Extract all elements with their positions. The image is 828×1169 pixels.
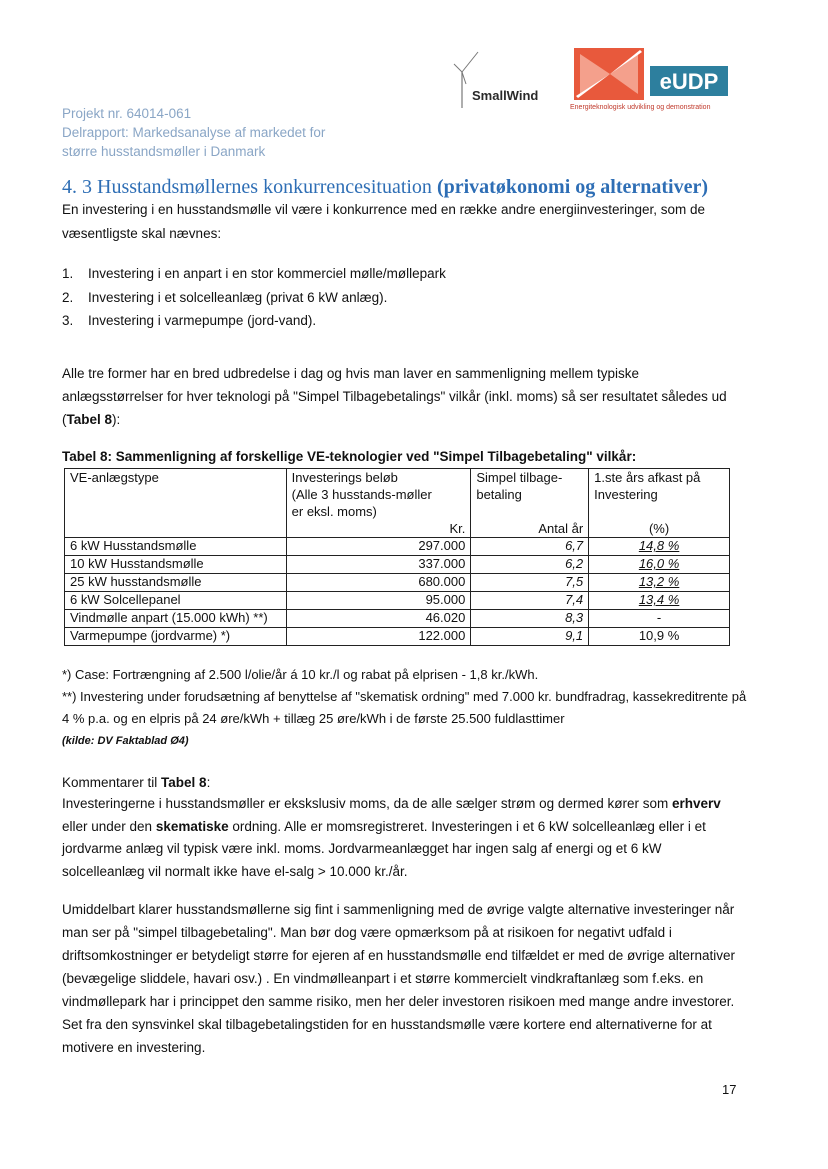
comments-heading xyxy=(62,771,742,795)
table-caption: Tabel 8: Sammenligning af forskellige VE-teknologier ved "Simpel Tilbagebetaling" vilkår: xyxy=(62,449,637,464)
header-yield: 1.ste års afkast på Investering (%) xyxy=(589,469,730,538)
eudp-subtitle: Energiteknologisk udvikling og demonstration xyxy=(570,104,711,111)
comparison-paragraph xyxy=(62,362,742,431)
table-row xyxy=(65,592,730,610)
source-citation: (kilde: DV Faktablad Ø4) xyxy=(62,735,189,747)
cell-type: Varmepumpe (jordvarme) *) xyxy=(65,628,287,646)
cell-payback: 9,1 xyxy=(471,628,589,646)
list-item xyxy=(62,262,446,286)
cell-payback: 6,7 xyxy=(471,538,589,556)
smallwind-logo-text: SmallWind xyxy=(472,88,539,103)
table-row xyxy=(65,628,730,646)
cell-investment: 337.000 xyxy=(286,556,471,574)
cell-yield: 14,8 % xyxy=(589,538,730,556)
header-investment: Investerings beløb (Alle 3 husstands-møller er eksl. moms) Kr. xyxy=(286,469,471,538)
intro-paragraph: En investering i en husstandsmølle vil være i konkurrence med en række andre energiinvesteringer, som de væsentligste skal nævnes: xyxy=(62,202,706,241)
cell-type: Vindmølle anpart (15.000 kWh) **) xyxy=(65,610,287,628)
table-reference: Tabel 8 xyxy=(66,412,113,427)
list-item-text: Investering i et solcelleanlæg (privat 6 kW anlæg). xyxy=(88,289,388,305)
section-title xyxy=(62,176,708,199)
bold-erhverv: erhverv xyxy=(671,796,721,811)
bold-skematiske: skematiske xyxy=(155,818,229,834)
report-title-line1: Delrapport: Markedsanalyse af markedet for xyxy=(62,125,326,140)
list-item-number: 1. xyxy=(62,266,74,281)
cell-payback: 7,5 xyxy=(471,574,589,592)
cell-investment: 122.000 xyxy=(286,628,471,646)
report-title-line2: større husstandsmøller i Danmark xyxy=(62,144,266,159)
cell-type: 6 kW Husstandsmølle xyxy=(65,538,287,556)
table-row xyxy=(65,574,730,592)
header-type: VE-anlægstype xyxy=(65,469,287,538)
cell-type: 6 kW Solcellepanel xyxy=(65,592,287,610)
header-payback: Simpel tilbage- betaling Antal år xyxy=(471,469,589,538)
list-item-number: 3. xyxy=(62,313,74,328)
cell-investment: 46.020 xyxy=(286,610,471,628)
table-row xyxy=(65,538,730,556)
cell-payback: 8,3 xyxy=(471,610,589,628)
cell-investment: 680.000 xyxy=(286,574,471,592)
list-item-number: 2. xyxy=(62,289,74,305)
vat-paragraph: Investeringerne i husstandsmøller er ekskslusiv moms, da de alle sælger strøm og dermed kører som erhverv eller under den skematiske ordning. Alle er momsregistreret. Investeringen i et 6 kW solcelleanlæg eller i et jordvarme anlæg vil typisk være inkl. moms. Jordvarmeanlægget har ingen salg af energi og et 6 kW solcelleanlæg vil normalt ikke have el-salg > 10.000 kr./år. xyxy=(62,796,721,879)
cell-investment: 297.000 xyxy=(286,538,471,556)
cell-payback: 6,2 xyxy=(471,556,589,574)
cell-type: 10 kW Husstandsmølle xyxy=(65,556,287,574)
section-title-main: 4. 3 Husstandsmøllernes konkurrencesituation xyxy=(62,176,437,198)
list-item-text: Investering i en anpart i en stor kommerciel mølle/møllepark xyxy=(88,266,446,281)
cell-yield: 13,4 % xyxy=(589,592,730,610)
cell-investment: 95.000 xyxy=(286,592,471,610)
eudp-logo-text: eUDP xyxy=(659,69,719,94)
cell-type: 25 kW husstandsmølle xyxy=(65,574,287,592)
footnote-case: *) Case: Fortrængning af 2.500 l/olie/år á 10 kr./l og rabat på elprisen - 1,8 kr./kWh. xyxy=(62,667,539,682)
comments-table-ref: Tabel 8 xyxy=(161,775,207,790)
table-header-row xyxy=(65,469,730,538)
alternatives-list xyxy=(62,262,446,333)
cell-yield: - xyxy=(589,610,730,628)
risk-paragraph: Umiddelbart klarer husstandsmøllerne sig fint i sammenligning med de øvrige valgte alternative investeringer når man ser på "simpel tilbagebetaling". Man bør dog være opmærksom på at risikoen for negativt udfald i driftsomkostninger er betydeligt større for ejeren af en husstandsmølle end tilfældet er med de øvrige alternativer (bevægelige sliddele, havari osv.) . En vindmølleanpart i et større kommercielt vindkraftanlæg som f.eks. en vindmøllepark har i princippet den samme risiko, men her deler investoren risikoen med mange andre investorer. Set fra den synsvinkel skal tilbagebetalingstiden for en husstandsmølle være kortere end alternativerne for at motivere en investering. xyxy=(62,902,736,1055)
list-item-text: Investering i varmepumpe (jord-vand). xyxy=(88,313,317,328)
cell-payback: 7,4 xyxy=(471,592,589,610)
comparison-table xyxy=(64,468,730,646)
project-number: Projekt nr. 64014-061 xyxy=(62,106,192,121)
comments-label: Kommentarer til xyxy=(62,775,162,790)
comparison-suffix: ): xyxy=(112,412,121,427)
list-item xyxy=(62,309,446,333)
cell-yield: 10,9 % xyxy=(589,628,730,646)
section-title-bold: (privatøkonomi og alternativer) xyxy=(436,176,709,198)
page-number: 17 xyxy=(722,1082,737,1097)
comments-suffix: : xyxy=(206,775,211,790)
table-row xyxy=(65,610,730,628)
footnote-schematic: **) Investering under forudsætning af benyttelse af "skematisk ordning" med 7.000 kr. bundfradrag, kassekreditrente på 4 % p.a. og en elpris på 24 øre/kWh + tillæg 25 øre/kWh i de første 25.500 fuldlasttimer xyxy=(62,689,747,726)
list-item xyxy=(62,286,446,310)
table-row xyxy=(65,556,730,574)
cell-yield: 13,2 % xyxy=(589,574,730,592)
comparison-text: Alle tre former har en bred udbredelse i dag og hvis man laver en sammenligning mellem typiske anlægsstørrelser for hver teknologi på "Simpel Tilbagebetalings" vilkår (inkl. moms) så ser resultatet således ud ( xyxy=(62,366,727,427)
cell-yield: 16,0 % xyxy=(589,556,730,574)
